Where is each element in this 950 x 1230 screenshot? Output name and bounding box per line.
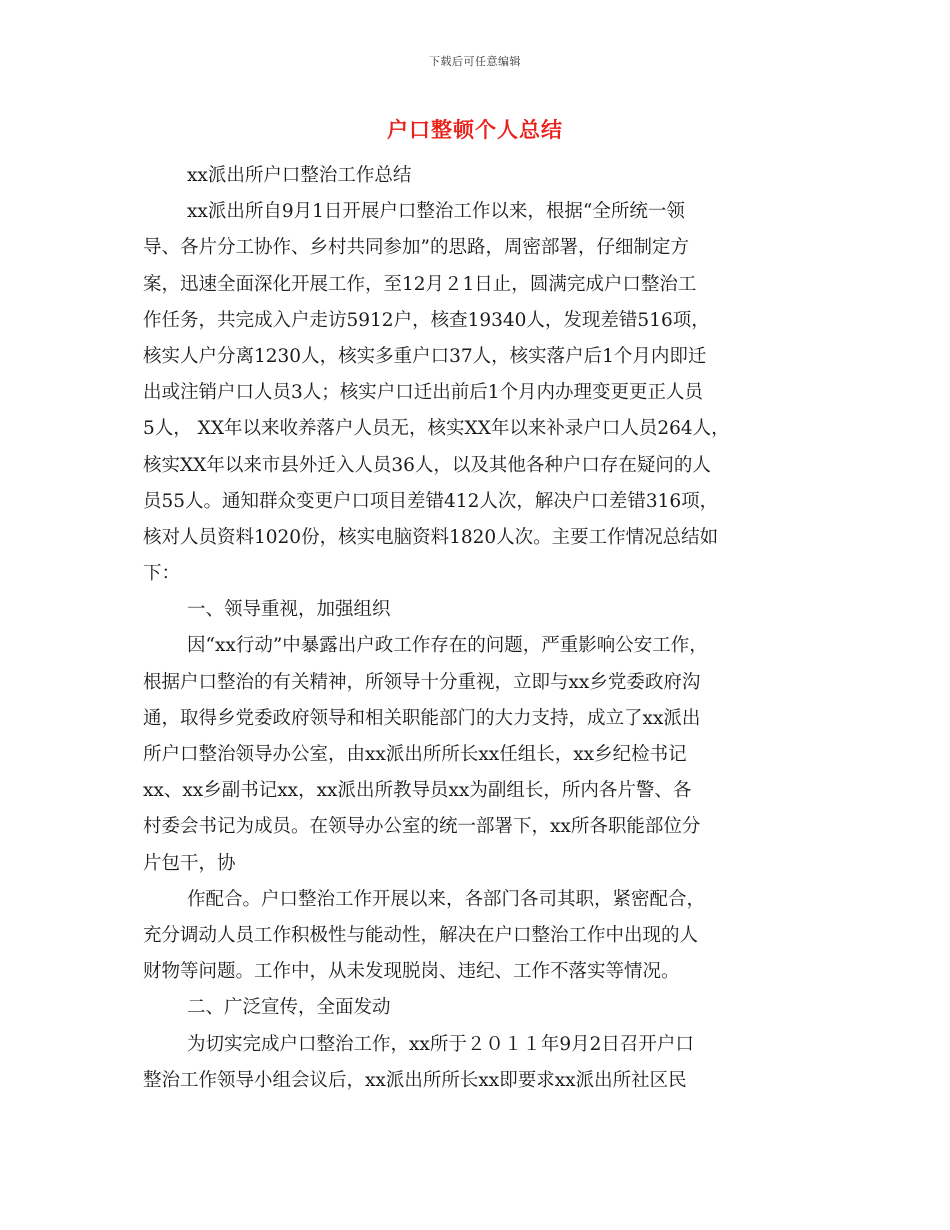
body-line: 为切实完成户口整治工作，xx所于２０１１年9月2日召开户口 xyxy=(187,1033,694,1055)
body-line: xx派出所自9月1日开展户口整治工作以来，根据“全所统一领 xyxy=(187,201,685,223)
document-body xyxy=(143,158,823,1099)
body-line: 核实XX年以来市县外迁入人员36人，以及其他各种户口存在疑问的人 xyxy=(143,454,711,476)
body-line: 导、各片分工协作、乡村共同参加”的思路，周密部署，仔细制定方 xyxy=(143,237,689,259)
body-line: 财物等问题。工作中，从未发现脱岗、违纪、工作不落实等情况。 xyxy=(143,961,680,983)
page-header-note: 下载后可任意编辑 xyxy=(429,55,521,68)
body-line: 片包干，协 xyxy=(143,852,236,874)
body-line: 核实人户分离1230人，核实多重户口37人，核实落户后1个月内即迁 xyxy=(143,345,707,367)
body-line: xx、xx乡副书记xx，xx派出所教导员xx为副组长，所内各片警、各 xyxy=(143,780,692,802)
body-line: 下： xyxy=(143,563,181,585)
body-line: 所户口整治领导办公室，由xx派出所所长xx任组长，xx乡纪检书记 xyxy=(143,744,687,765)
body-line: 5人， XX年以来收养落户人员无，核实XX年以来补录户口人员264人， xyxy=(143,418,730,440)
body-line: 二、广泛宣传，全面发动 xyxy=(187,997,391,1019)
body-line: 整治工作领导小组会议后，xx派出所所长xx即要求xx派出所社区民 xyxy=(143,1069,687,1091)
body-line: 充分调动人员工作积极性与能动性，解决在户口整治工作中出现的人 xyxy=(143,924,699,946)
body-line: 一、领导重视，加强组织 xyxy=(187,599,391,621)
body-line: 出或注销户口人员3人；核实户口迁出前后1个月内办理变更更正人员 xyxy=(143,382,704,404)
body-line: 作配合。户口整治工作开展以来，各部门各司其职，紧密配合， xyxy=(187,888,706,910)
body-line: 村委会书记为成员。在领导办公室的统一部署下，xx所各职能部位分 xyxy=(143,816,701,838)
document-title: 户口整顿个人总结 xyxy=(387,117,563,142)
body-line: 员55人。通知群众变更户口项目差错412人次，解决户口差错316项， xyxy=(143,490,719,512)
body-line: 通，取得乡党委政府领导和相关职能部门的大力支持，成立了xx派出 xyxy=(143,707,701,729)
body-line: 案，迅速全面深化开展工作，至12月２1日止，圆满完成户口整治工 xyxy=(143,273,697,295)
body-line: 作任务，共完成入户走访5912户，核查19340人，发现差错516项， xyxy=(143,309,710,331)
body-line: xx派出所户口整治工作总结 xyxy=(187,165,412,186)
body-line: 根据户口整治的有关精神，所领导十分重视，立即与xx乡党委政府沟 xyxy=(143,671,701,693)
body-line: 因“xx行动”中暴露出户政工作存在的问题，严重影响公安工作， xyxy=(187,635,708,657)
body-line: 核对人员资料1020份，核实电脑资料1820人次。主要工作情况总结如 xyxy=(143,526,719,548)
